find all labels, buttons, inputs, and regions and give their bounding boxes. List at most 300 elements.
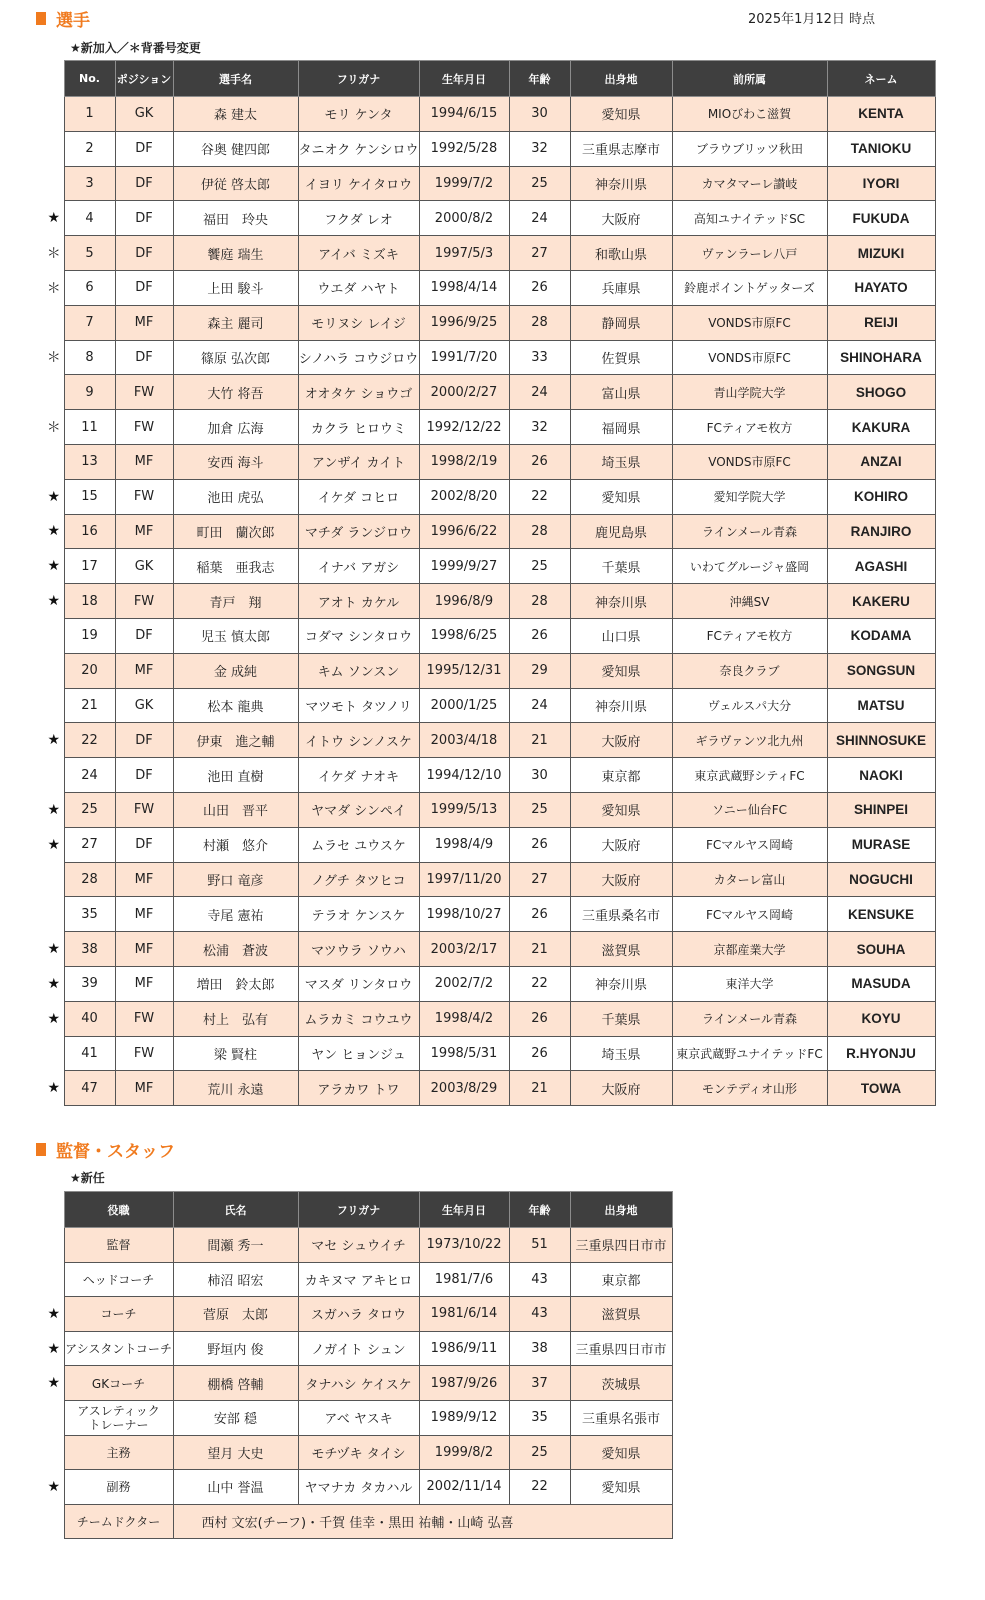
player-age: 26 <box>509 270 570 305</box>
player-number: 16 <box>64 514 115 549</box>
player-name-en: KENSUKE <box>827 897 935 932</box>
player-previous-club: 東洋大学 <box>672 966 827 1001</box>
player-previous-club: MIOびわこ滋賀 <box>672 97 827 132</box>
player-number: 20 <box>64 653 115 688</box>
staff-name: 棚橋 啓輔 <box>173 1366 298 1401</box>
player-furigana: アオト カケル <box>298 584 419 619</box>
player-age: 27 <box>509 236 570 271</box>
player-position: DF <box>115 723 173 758</box>
staff-name: 望月 大史 <box>173 1435 298 1470</box>
player-furigana: モリ ケンタ <box>298 97 419 132</box>
player-hometown: 神奈川県 <box>570 166 672 201</box>
staff-birthdate: 1986/9/11 <box>419 1331 509 1366</box>
players-title-text: 選手 <box>56 11 90 31</box>
staff-hometown: 三重県四日市市 <box>570 1228 672 1263</box>
player-mark: ★ <box>44 479 64 514</box>
player-name: 村瀬 悠介 <box>173 827 298 862</box>
table-row <box>44 618 935 653</box>
staff-birthdate: 1981/7/6 <box>419 1262 509 1297</box>
player-position: MF <box>115 444 173 479</box>
table-row <box>44 375 935 410</box>
player-furigana: モリヌシ レイジ <box>298 305 419 340</box>
player-birthdate: 1998/10/27 <box>419 897 509 932</box>
player-name-en: KOHIRO <box>827 479 935 514</box>
header-age: 年齢 <box>509 61 570 97</box>
staff-role: コーチ <box>64 1297 173 1332</box>
player-name-en: KAKURA <box>827 410 935 445</box>
player-name: 稲葉 亜我志 <box>173 549 298 584</box>
player-name-en: R.HYONJU <box>827 1036 935 1071</box>
staff-legend-note: ★新任 <box>70 1171 105 1185</box>
player-age: 27 <box>509 862 570 897</box>
player-position: MF <box>115 897 173 932</box>
table-row <box>44 653 935 688</box>
player-name: 寺尾 憲祐 <box>173 897 298 932</box>
player-number: 2 <box>64 131 115 166</box>
player-age: 24 <box>509 201 570 236</box>
player-number: 13 <box>64 444 115 479</box>
player-age: 21 <box>509 932 570 967</box>
staff-birthdate: 1981/6/14 <box>419 1297 509 1332</box>
player-furigana: シノハラ コウジロウ <box>298 340 419 375</box>
staff-furigana: モチヅキ タイシ <box>298 1435 419 1470</box>
player-furigana: マツウラ ソウハ <box>298 932 419 967</box>
player-previous-club: ソニー仙台FC <box>672 792 827 827</box>
staff-mark <box>44 1435 64 1470</box>
player-mark <box>44 862 64 897</box>
player-mark <box>44 444 64 479</box>
player-number: 39 <box>64 966 115 1001</box>
staff-name: 野垣内 俊 <box>173 1331 298 1366</box>
player-number: 27 <box>64 827 115 862</box>
player-birthdate: 1994/6/15 <box>419 97 509 132</box>
staff-name: 山中 誉温 <box>173 1470 298 1505</box>
table-row <box>44 340 935 375</box>
player-mark <box>44 758 64 793</box>
table-row <box>44 897 935 932</box>
staff-furigana: スガハラ タロウ <box>298 1297 419 1332</box>
header-birthdate: 生年月日 <box>419 1192 509 1228</box>
players-section-title <box>36 6 90 31</box>
player-furigana: ムラセ ユウスケ <box>298 827 419 862</box>
table-row <box>44 1400 672 1435</box>
player-furigana: キム ソンスン <box>298 653 419 688</box>
player-previous-club: 沖縄SV <box>672 584 827 619</box>
player-position: DF <box>115 270 173 305</box>
player-age: 30 <box>509 97 570 132</box>
player-mark: ★ <box>44 201 64 236</box>
player-age: 26 <box>509 444 570 479</box>
player-previous-club: 鈴鹿ポイントゲッターズ <box>672 270 827 305</box>
table-row <box>44 514 935 549</box>
player-age: 21 <box>509 1071 570 1106</box>
staff-age: 43 <box>509 1262 570 1297</box>
player-furigana: マスダ リンタロウ <box>298 966 419 1001</box>
staff-name: 間瀬 秀一 <box>173 1228 298 1263</box>
table-row <box>44 1366 672 1401</box>
player-hometown: 三重県桑名市 <box>570 897 672 932</box>
player-hometown: 愛知県 <box>570 792 672 827</box>
player-name: 加倉 広海 <box>173 410 298 445</box>
header-birthdate: 生年月日 <box>419 61 509 97</box>
staff-furigana: ヤマナカ タカハル <box>298 1470 419 1505</box>
player-number: 35 <box>64 897 115 932</box>
player-furigana: カクラ ヒロウミ <box>298 410 419 445</box>
staff-name: 安部 穏 <box>173 1400 298 1435</box>
player-number: 6 <box>64 270 115 305</box>
player-age: 32 <box>509 410 570 445</box>
player-hometown: 神奈川県 <box>570 688 672 723</box>
player-position: MF <box>115 653 173 688</box>
player-previous-club: ブラウブリッツ秋田 <box>672 131 827 166</box>
player-name-en: FUKUDA <box>827 201 935 236</box>
player-hometown: 大阪府 <box>570 723 672 758</box>
players-legend-note: ★新加入／＊背番号変更 <box>70 41 201 55</box>
player-name-en: TANIOKU <box>827 131 935 166</box>
player-hometown: 三重県志摩市 <box>570 131 672 166</box>
player-name-en: NAOKI <box>827 758 935 793</box>
player-mark <box>44 166 64 201</box>
table-row <box>44 1297 672 1332</box>
player-name-en: SHINOHARA <box>827 340 935 375</box>
player-previous-club: VONDS市原FC <box>672 444 827 479</box>
player-furigana: アイバ ミズキ <box>298 236 419 271</box>
player-previous-club: 東京武蔵野ユナイテッドFC <box>672 1036 827 1071</box>
player-furigana: フクダ レオ <box>298 201 419 236</box>
table-row <box>44 305 935 340</box>
staff-title-text: 監督・スタッフ <box>56 1142 175 1162</box>
player-mark: ★ <box>44 1001 64 1036</box>
table-row <box>44 131 935 166</box>
player-hometown: 愛知県 <box>570 653 672 688</box>
staff-mark <box>44 1228 64 1263</box>
table-row <box>44 270 935 305</box>
section-marker-icon <box>36 1143 46 1156</box>
staff-name: 菅原 太郎 <box>173 1297 298 1332</box>
player-furigana: オオタケ ショウゴ <box>298 375 419 410</box>
player-position: FW <box>115 479 173 514</box>
player-birthdate: 1997/5/3 <box>419 236 509 271</box>
player-number: 5 <box>64 236 115 271</box>
player-mark: ★ <box>44 827 64 862</box>
table-row <box>44 1262 672 1297</box>
player-position: MF <box>115 514 173 549</box>
player-number: 22 <box>64 723 115 758</box>
table-row <box>44 758 935 793</box>
player-position: MF <box>115 862 173 897</box>
player-previous-club: FCティアモ枚方 <box>672 618 827 653</box>
player-name-en: KODAMA <box>827 618 935 653</box>
player-mark: ★ <box>44 966 64 1001</box>
player-hometown: 千葉県 <box>570 549 672 584</box>
player-previous-club: 青山学院大学 <box>672 375 827 410</box>
player-previous-club: 愛知学院大学 <box>672 479 827 514</box>
staff-section-title <box>36 1137 175 1162</box>
player-hometown: 大阪府 <box>570 862 672 897</box>
player-position: DF <box>115 758 173 793</box>
player-age: 26 <box>509 827 570 862</box>
mark-header <box>44 1192 64 1228</box>
player-birthdate: 2000/1/25 <box>419 688 509 723</box>
player-age: 25 <box>509 549 570 584</box>
player-name: 上田 駿斗 <box>173 270 298 305</box>
player-birthdate: 1996/6/22 <box>419 514 509 549</box>
player-number: 25 <box>64 792 115 827</box>
player-position: DF <box>115 236 173 271</box>
player-birthdate: 1998/2/19 <box>419 444 509 479</box>
player-hometown: 山口県 <box>570 618 672 653</box>
player-birthdate: 2003/2/17 <box>419 932 509 967</box>
table-row <box>44 827 935 862</box>
table-row <box>44 584 935 619</box>
player-name-en: SHINNOSUKE <box>827 723 935 758</box>
player-position: FW <box>115 1001 173 1036</box>
player-name: 梁 賢柱 <box>173 1036 298 1071</box>
player-furigana: コダマ シンタロウ <box>298 618 419 653</box>
player-hometown: 東京都 <box>570 758 672 793</box>
staff-hometown: 愛知県 <box>570 1470 672 1505</box>
player-hometown: 千葉県 <box>570 1001 672 1036</box>
table-row <box>44 444 935 479</box>
player-name: 松浦 蒼波 <box>173 932 298 967</box>
staff-role: 主務 <box>64 1435 173 1470</box>
player-mark: ★ <box>44 932 64 967</box>
header-hometown: 出身地 <box>570 1192 672 1228</box>
staff-age: 38 <box>509 1331 570 1366</box>
staff-mark: ★ <box>44 1470 64 1505</box>
player-position: GK <box>115 549 173 584</box>
player-birthdate: 1992/5/28 <box>419 131 509 166</box>
player-birthdate: 1998/6/25 <box>419 618 509 653</box>
staff-mark <box>44 1262 64 1297</box>
header-furigana: フリガナ <box>298 61 419 97</box>
player-name: 饗庭 瑞生 <box>173 236 298 271</box>
player-birthdate: 2003/8/29 <box>419 1071 509 1106</box>
team-doctor-names: 西村 文宏(チーフ)・千賀 佳幸・黒田 祐輔・山崎 弘喜 <box>173 1504 672 1539</box>
staff-hometown: 滋賀県 <box>570 1297 672 1332</box>
player-number: 47 <box>64 1071 115 1106</box>
player-name: 大竹 将吾 <box>173 375 298 410</box>
table-row <box>44 688 935 723</box>
player-position: MF <box>115 966 173 1001</box>
player-furigana: イヨリ ケイタロウ <box>298 166 419 201</box>
player-furigana: ヤン ヒョンジュ <box>298 1036 419 1071</box>
player-age: 28 <box>509 305 570 340</box>
player-number: 4 <box>64 201 115 236</box>
player-previous-club: 奈良クラブ <box>672 653 827 688</box>
player-name-en: MATSU <box>827 688 935 723</box>
player-hometown: 埼玉県 <box>570 444 672 479</box>
player-furigana: テラオ ケンスケ <box>298 897 419 932</box>
table-row <box>44 479 935 514</box>
player-previous-club: 京都産業大学 <box>672 932 827 967</box>
section-marker-icon <box>36 12 46 25</box>
player-mark <box>44 375 64 410</box>
player-name: 池田 虎弘 <box>173 479 298 514</box>
header-furigana: フリガナ <box>298 1192 419 1228</box>
player-furigana: マツモト タツノリ <box>298 688 419 723</box>
player-position: DF <box>115 166 173 201</box>
player-birthdate: 1992/12/22 <box>419 410 509 445</box>
player-previous-club: ラインメール青森 <box>672 1001 827 1036</box>
staff-hometown: 茨城県 <box>570 1366 672 1401</box>
header-hometown: 出身地 <box>570 61 672 97</box>
player-age: 26 <box>509 897 570 932</box>
staff-age: 51 <box>509 1228 570 1263</box>
player-hometown: 大阪府 <box>570 1071 672 1106</box>
player-birthdate: 2000/2/27 <box>419 375 509 410</box>
staff-mark: ★ <box>44 1366 64 1401</box>
player-number: 8 <box>64 340 115 375</box>
player-name-en: NOGUCHI <box>827 862 935 897</box>
staff-mark: ★ <box>44 1297 64 1332</box>
player-mark <box>44 305 64 340</box>
player-mark: ★ <box>44 549 64 584</box>
player-birthdate: 1998/4/14 <box>419 270 509 305</box>
player-birthdate: 1994/12/10 <box>419 758 509 793</box>
header-role: 役職 <box>64 1192 173 1228</box>
staff-hometown: 三重県四日市市 <box>570 1331 672 1366</box>
player-hometown: 大阪府 <box>570 827 672 862</box>
player-previous-club: ギラヴァンツ北九州 <box>672 723 827 758</box>
player-name: 町田 蘭次郎 <box>173 514 298 549</box>
player-position: DF <box>115 131 173 166</box>
table-row <box>44 966 935 1001</box>
player-number: 3 <box>64 166 115 201</box>
player-name-en: SHOGO <box>827 375 935 410</box>
player-birthdate: 2000/8/2 <box>419 201 509 236</box>
player-furigana: タニオク ケンシロウ <box>298 131 419 166</box>
staff-role: ヘッドコーチ <box>64 1262 173 1297</box>
player-birthdate: 1991/7/20 <box>419 340 509 375</box>
player-furigana: アラカワ トワ <box>298 1071 419 1106</box>
player-age: 30 <box>509 758 570 793</box>
player-birthdate: 1999/9/27 <box>419 549 509 584</box>
player-birthdate: 1996/9/25 <box>419 305 509 340</box>
staff-role: アスレティック トレーナー <box>64 1400 173 1435</box>
player-hometown: 神奈川県 <box>570 966 672 1001</box>
player-name: 伊東 進之輔 <box>173 723 298 758</box>
player-mark: ＊ <box>44 340 64 375</box>
player-age: 24 <box>509 688 570 723</box>
player-name-en: SHINPEI <box>827 792 935 827</box>
player-previous-club: いわてグルージャ盛岡 <box>672 549 827 584</box>
player-furigana: アンザイ カイト <box>298 444 419 479</box>
player-previous-club: カターレ富山 <box>672 862 827 897</box>
player-position: FW <box>115 1036 173 1071</box>
table-row <box>44 166 935 201</box>
table-row <box>44 792 935 827</box>
player-position: FW <box>115 410 173 445</box>
player-previous-club: ヴェルスパ大分 <box>672 688 827 723</box>
staff-role: 副務 <box>64 1470 173 1505</box>
player-position: GK <box>115 97 173 132</box>
player-mark <box>44 618 64 653</box>
player-position: DF <box>115 827 173 862</box>
player-name: 村上 弘有 <box>173 1001 298 1036</box>
staff-age: 43 <box>509 1297 570 1332</box>
table-row <box>44 1331 672 1366</box>
staff-furigana: カキヌマ アキヒロ <box>298 1262 419 1297</box>
player-position: FW <box>115 584 173 619</box>
player-number: 24 <box>64 758 115 793</box>
player-name-en: AGASHI <box>827 549 935 584</box>
player-position: DF <box>115 618 173 653</box>
player-name: 金 成純 <box>173 653 298 688</box>
table-row <box>44 549 935 584</box>
table-row <box>44 1071 935 1106</box>
player-number: 7 <box>64 305 115 340</box>
staff-hometown: 三重県名張市 <box>570 1400 672 1435</box>
player-name: 森主 麗司 <box>173 305 298 340</box>
player-number: 38 <box>64 932 115 967</box>
player-name: 山田 晋平 <box>173 792 298 827</box>
player-furigana: イケダ コヒロ <box>298 479 419 514</box>
player-birthdate: 2002/8/20 <box>419 479 509 514</box>
player-age: 25 <box>509 792 570 827</box>
player-furigana: イトウ シンノスケ <box>298 723 419 758</box>
staff-birthdate: 1989/9/12 <box>419 1400 509 1435</box>
player-hometown: 滋賀県 <box>570 932 672 967</box>
player-name-en: MIZUKI <box>827 236 935 271</box>
player-name-en: ANZAI <box>827 444 935 479</box>
player-birthdate: 1999/5/13 <box>419 792 509 827</box>
player-number: 17 <box>64 549 115 584</box>
staff-age: 25 <box>509 1435 570 1470</box>
table-row <box>44 410 935 445</box>
staff-header-row <box>44 1192 672 1228</box>
player-mark <box>44 897 64 932</box>
player-previous-club: 東京武蔵野シティFC <box>672 758 827 793</box>
player-birthdate: 1999/7/2 <box>419 166 509 201</box>
staff-furigana: ノガイト シュン <box>298 1331 419 1366</box>
player-hometown: 兵庫県 <box>570 270 672 305</box>
staff-furigana: タナハシ ケイスケ <box>298 1366 419 1401</box>
player-furigana: ノグチ タツヒコ <box>298 862 419 897</box>
player-age: 26 <box>509 1001 570 1036</box>
player-mark <box>44 653 64 688</box>
player-name: 野口 竜彦 <box>173 862 298 897</box>
player-birthdate: 1995/12/31 <box>419 653 509 688</box>
player-mark: ★ <box>44 1071 64 1106</box>
player-name-en: REIJI <box>827 305 935 340</box>
player-name: 青戸 翔 <box>173 584 298 619</box>
player-position: FW <box>115 375 173 410</box>
player-previous-club: FCマルヤス岡崎 <box>672 897 827 932</box>
table-row <box>44 1228 672 1263</box>
player-mark <box>44 131 64 166</box>
player-furigana: ヤマダ シンペイ <box>298 792 419 827</box>
players-table <box>44 60 936 1106</box>
player-name: 増田 鈴太郎 <box>173 966 298 1001</box>
staff-mark <box>44 1504 64 1539</box>
player-birthdate: 1996/8/9 <box>419 584 509 619</box>
player-furigana: イケダ ナオキ <box>298 758 419 793</box>
staff-age: 37 <box>509 1366 570 1401</box>
table-row <box>44 862 935 897</box>
player-age: 26 <box>509 618 570 653</box>
player-age: 22 <box>509 479 570 514</box>
player-age: 22 <box>509 966 570 1001</box>
player-position: MF <box>115 932 173 967</box>
player-mark: ★ <box>44 723 64 758</box>
player-mark <box>44 97 64 132</box>
player-hometown: 静岡県 <box>570 305 672 340</box>
player-previous-club: ヴァンラーレ八戸 <box>672 236 827 271</box>
player-name-en: KAKERU <box>827 584 935 619</box>
player-position: FW <box>115 792 173 827</box>
player-number: 9 <box>64 375 115 410</box>
